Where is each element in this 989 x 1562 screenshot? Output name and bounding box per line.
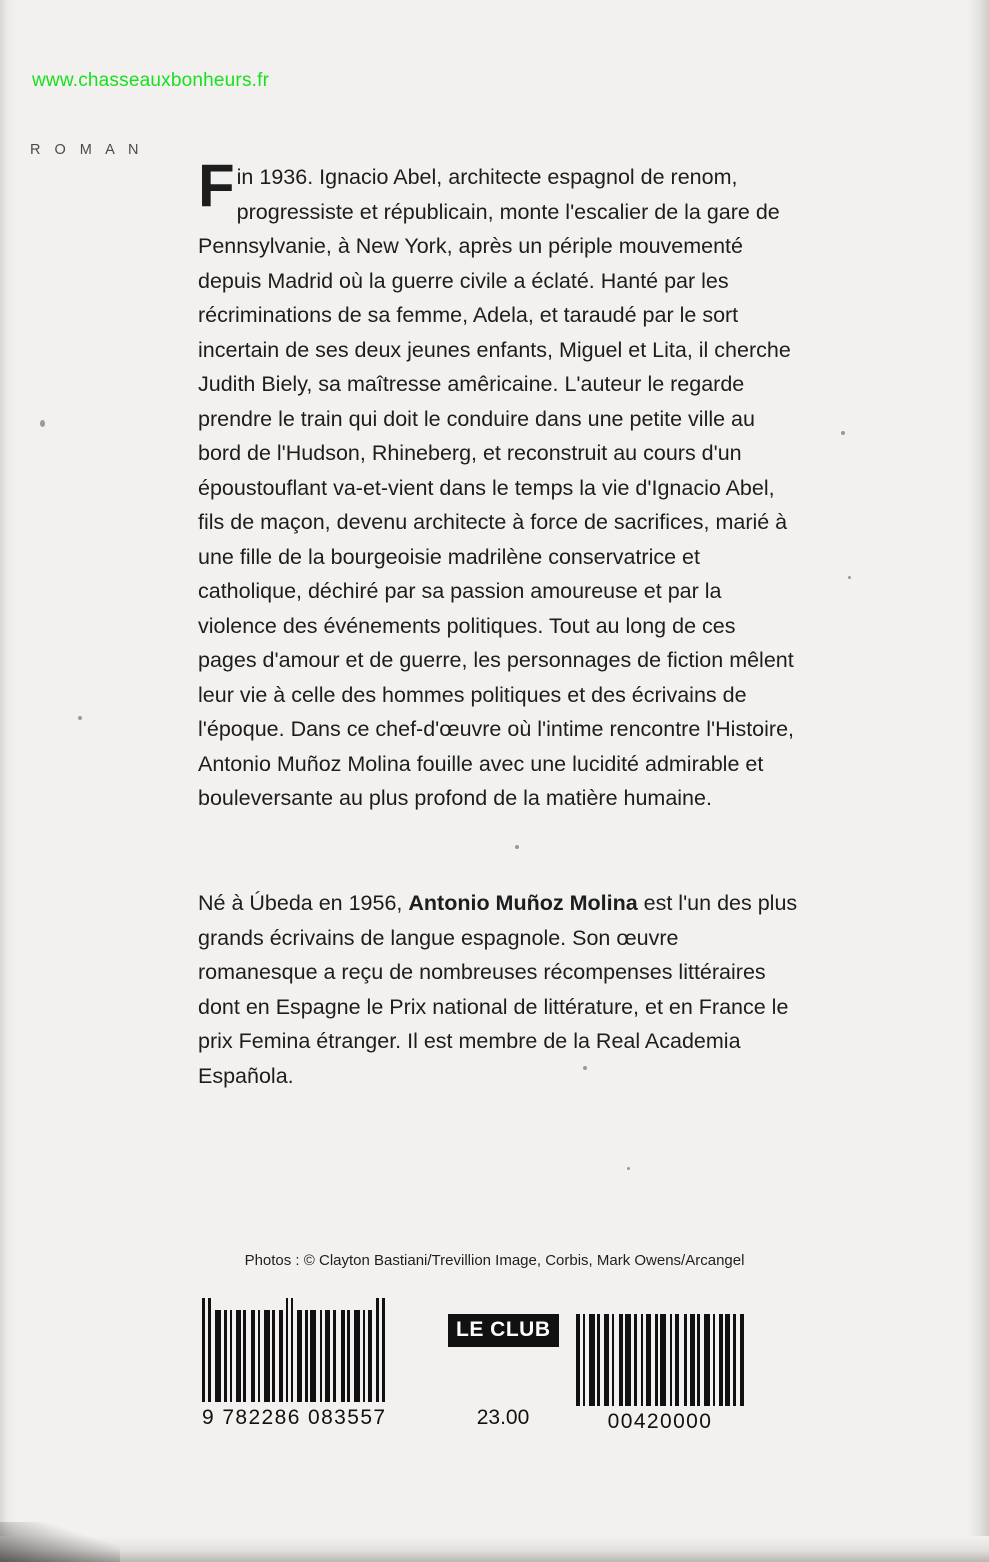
barcode-row xyxy=(0,1310,989,1470)
isbn-barcode-digits: 9 782286 083557 xyxy=(202,1406,387,1429)
scan-speck xyxy=(515,845,519,849)
isbn-barcode-bars xyxy=(202,1310,387,1402)
blurb-dropcap: F xyxy=(198,152,235,219)
page-bottom-edge-shadow xyxy=(0,1536,989,1562)
genre-label: R O M A N xyxy=(30,142,144,158)
website-watermark: www.chasseauxbonheurs.fr xyxy=(32,70,270,91)
scan-speck xyxy=(627,1167,630,1170)
secondary-barcode xyxy=(576,1314,744,1434)
secondary-barcode-digits: 00420000 xyxy=(607,1410,713,1433)
blurb-paragraph xyxy=(198,152,798,816)
scan-speck xyxy=(848,576,851,579)
author-bio xyxy=(198,886,798,1093)
bio-text-after-author: est l'un des plus grands écrivains de langue espagnole. Son œuvre romanesque a reçu de nombreuses récompenses littéraires dont en Espagne le Prix national de littérature, et en France le prix Femina étranger. Il est membre de la Real Academia Española. xyxy=(198,891,798,1088)
blurb-text: in 1936. Ignacio Abel, architecte espagnol de renom, progressiste et républicain, monte l'escalier de la gare de Pennsylvanie, à New York, après un périple mouvementé depuis Madrid où la guerre civile a éclaté. Hanté par les récriminations de sa femme, Adela, et taraudé par le sort incertain de ses deux jeunes enfants, Miguel et Lita, il cherche Judith Biely, sa maîtresse amêricaine. L'auteur le regarde prendre le train qui doit le conduire dans une petite ville au bord de l'Hudson, Rhineberg, et reconstruit au cours d'un époustouflant va-et-vient dans le temps la vie d'Ignacio Abel, fils de maçon, devenu architecte à force de sacrifices, marié à une fille de la bourgeoisie madrilène conservatrice et catholique, déchiré par sa passion amoureuse et par la violence des événements politiques. Tout au long de ces pages d'amour et de guerre, les personnages de fiction mêlent leur vie à celle des hommes politiques et des écrivains de l'époque. Dans ce chef-d'œuvre où l'intime rencontre l'Histoire, Antonio Muñoz Molina fouille avec une lucidité admirable et bouleversante au plus profond de la matière humaine. xyxy=(198,165,794,810)
scan-speck xyxy=(78,716,82,720)
scan-speck xyxy=(40,420,45,427)
photo-credit: Photos : © Clayton Bastiani/Trevillion Image, Corbis, Mark Owens/Arcangel xyxy=(244,1252,745,1269)
scan-speck xyxy=(841,431,845,435)
bio-text-before-author: Né à Úbeda en 1956, xyxy=(198,891,409,915)
author-name: Antonio Muñoz Molina xyxy=(408,891,638,915)
publisher-logo: LE CLUB xyxy=(448,1314,559,1347)
page-corner-shadow xyxy=(0,1522,120,1562)
secondary-barcode-bars xyxy=(576,1314,744,1406)
isbn-barcode xyxy=(202,1310,387,1430)
price-label: 23.00 xyxy=(476,1406,530,1429)
